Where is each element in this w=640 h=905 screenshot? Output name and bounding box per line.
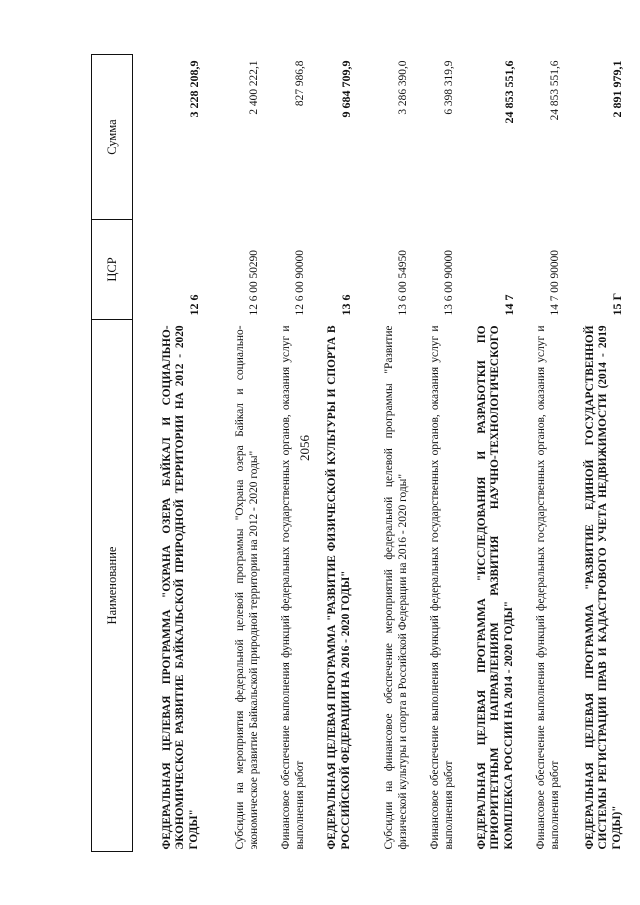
row-csr: 15 Г	[610, 292, 625, 316]
row-csr: 13 6 00 54950	[396, 250, 409, 316]
row-sum: 3 286 390,0	[396, 60, 409, 115]
row-name: Субсидии на мероприятия федеральной целевой программы "Охрана озера Байкал и социально-экономическое развитие Байкальской природной территории на 2012 - 2020 годы"	[234, 325, 260, 850]
row-name: Финансовое обеспечение выполнения функций федеральных государственных органов, оказания услуг и выполнения работ	[429, 325, 455, 850]
table-row	[205, 55, 265, 852]
header-name: Наименование	[92, 320, 133, 852]
table-row	[520, 55, 566, 852]
table-row	[265, 55, 311, 852]
row-csr: 13 6	[339, 294, 354, 316]
row-sum: 9 684 709,9	[339, 60, 354, 118]
row-csr: 13 6 00 90000	[442, 250, 455, 316]
row-sum: 2 400 222,1	[247, 60, 260, 115]
row-csr: 14 7 00 90000	[548, 250, 561, 316]
row-name: ФЕДЕРАЛЬНАЯ ЦЕЛЕВАЯ ПРОГРАММА "РАЗВИТИЕ ФИЗИЧЕСКОЙ КУЛЬТУРЫ И СПОРТА В РОССИЙСКОЙ ФЕДЕРАЦИИ НА 2016 - 2020 ГОДЫ"	[326, 325, 352, 850]
row-sum: 24 853 551,6	[502, 60, 517, 124]
table-header-row	[92, 55, 133, 852]
row-csr: 12 6 00 50290	[247, 250, 260, 316]
table-row	[357, 55, 414, 852]
row-sum: 3 228 208,9	[187, 60, 202, 118]
header-sum: Сумма	[92, 55, 133, 220]
row-name: Финансовое обеспечение выполнения функций федеральных государственных органов, оказания услуг и выполнения работ	[280, 325, 306, 850]
row-sum: 24 853 551,6	[548, 60, 561, 121]
row-name: Финансовое обеспечение выполнения функций федеральных государственных органов, оказания услуг и выполнения работ	[535, 325, 561, 850]
row-sum: 2 891 979,1	[610, 60, 625, 118]
row-name: ФЕДЕРАЛЬНАЯ ЦЕЛЕВАЯ ПРОГРАММА "РАЗВИТИЕ ЕДИНОЙ ГОСУДАРСТВЕННОЙ СИСТЕМЫ РЕГИСТРАЦИИ ПРАВ И КАДАСТРОВОГО УЧЕТА НЕДВИЖИМОСТИ (2014 - 2019 ГОДЫ)"	[583, 325, 623, 850]
rotated-table-container	[91, 55, 625, 852]
row-name: Субсидии на финансовое обеспечение мероприятий федеральной целевой программы "Развитие физической культуры и спорта в Российской Федерации на 2016 - 2020 годы"	[383, 325, 409, 850]
table-row	[414, 55, 460, 852]
row-name: ФЕДЕРАЛЬНАЯ ЦЕЛЕВАЯ ПРОГРАММА "ИССЛЕДОВАНИЯ И РАЗРАБОТКИ ПО ПРИОРИТЕТНЫМ НАПРАВЛЕНИЯМ РАЗВИТИЯ НАУЧНО-ТЕХНОЛОГИЧЕСКОГО КОМПЛЕКСА РОССИИ НА 2014 - 2020 ГОДЫ"	[475, 325, 515, 850]
row-csr: 12 6 00 90000	[293, 250, 306, 316]
budget-table	[91, 54, 628, 852]
row-csr: 12 6	[187, 294, 202, 316]
table-row	[566, 55, 628, 852]
row-sum: 827 986,8	[293, 60, 306, 107]
row-sum: 6 398 319,9	[442, 60, 455, 115]
header-csr: ЦСР	[92, 220, 133, 320]
page-number: 2056	[297, 435, 312, 461]
table-row	[460, 55, 520, 852]
row-name: ФЕДЕРАЛЬНАЯ ЦЕЛЕВАЯ ПРОГРАММА "ОХРАНА ОЗЕРА БАЙКАЛ И СОЦИАЛЬНО-ЭКОНОМИЧЕСКОЕ РАЗВИТИЕ БАЙКАЛЬСКОЙ ПРИРОДНОЙ ТЕРРИТОРИИ НА 2012 - 2020 ГОДЫ"	[160, 325, 200, 850]
row-csr: 14 7	[502, 294, 517, 316]
table-row	[133, 55, 205, 852]
table-row	[311, 55, 357, 852]
